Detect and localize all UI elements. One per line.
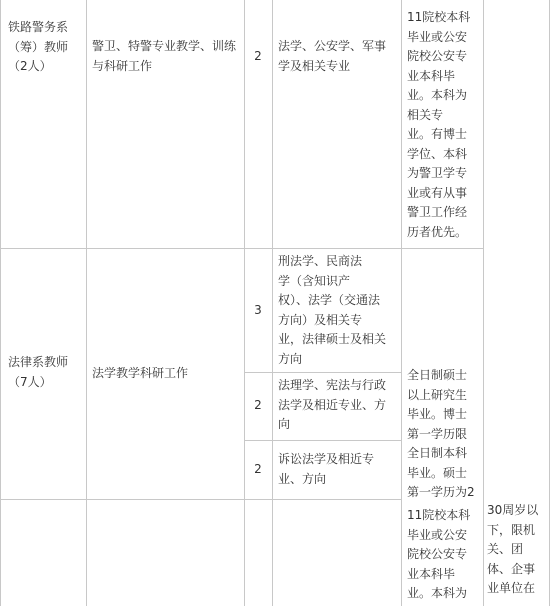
majors-cell <box>278 37 396 76</box>
position-text: 法律系教师（7人） <box>8 355 69 389</box>
age-cell <box>487 501 547 599</box>
education-line: 第一学历限 <box>407 426 468 441</box>
requirements-cell <box>407 506 481 604</box>
majors-line: 方向 <box>278 351 303 366</box>
count-text: 2 <box>254 398 262 412</box>
requirements-line: 业。本科为 <box>407 586 468 600</box>
duties-text: 警卫、特警专业教学、训练与科研工作 <box>92 39 237 73</box>
count-cell <box>246 396 270 416</box>
requirements-line: 业。有博士 <box>407 127 468 141</box>
age-line: 业单位在 <box>487 581 536 595</box>
majors-line: 方向）及相关专 <box>278 312 363 327</box>
age-line: 下，限机 <box>487 522 536 537</box>
majors-line: 法学及相近专业、方 <box>278 397 387 412</box>
majors-line: 向 <box>278 417 291 431</box>
column-divider <box>483 0 484 606</box>
count-text: 3 <box>254 303 262 317</box>
requirements-line: 11院校本科 <box>407 10 471 24</box>
requirements-line: 院校公安专 <box>407 49 468 63</box>
count-text: 2 <box>254 462 262 476</box>
duties-text: 法学教学科研工作 <box>92 366 189 380</box>
education-line: 以上研究生 <box>407 387 468 402</box>
requirements-line: 学位、本科 <box>407 146 468 161</box>
position-text: 铁路警务系（筹）教师（2人） <box>8 20 69 73</box>
count-cell <box>246 301 270 321</box>
majors-line: 刑法学、民商法 <box>278 254 363 268</box>
requirements-cell <box>407 8 481 242</box>
requirements-line: 业本科毕 <box>407 566 456 581</box>
row-divider <box>0 248 483 249</box>
table-border-left <box>0 0 1 606</box>
position-cell <box>8 18 70 77</box>
majors-line: 法理学、宪法与行政 <box>278 378 387 392</box>
majors-line: 诉讼法学及相近专 <box>278 452 375 466</box>
education-cell <box>407 366 481 503</box>
row-divider <box>0 499 401 500</box>
education-line: 第一学历为2 <box>407 485 475 499</box>
duties-cell <box>92 37 242 76</box>
education-line: 全日制本科 <box>407 446 468 460</box>
requirements-line: 业本科毕 <box>407 68 456 83</box>
majors-line: 权）、法学（交通法 <box>278 293 381 307</box>
requirements-line: 毕业或公安 <box>407 527 468 542</box>
count-cell <box>246 460 270 480</box>
row-divider <box>244 372 401 373</box>
count-text: 2 <box>254 49 262 63</box>
majors-line: 学（含知识产 <box>278 273 351 288</box>
majors-text: 法学、公安学、军事学及相关专业 <box>278 39 387 73</box>
requirements-line: 为警卫学专 <box>407 166 468 180</box>
majors-cell <box>278 252 400 369</box>
duties-cell <box>92 364 242 384</box>
requirements-line: 业。本科为 <box>407 88 468 102</box>
requirements-line: 历者优先。 <box>407 224 468 239</box>
column-divider <box>86 0 87 606</box>
majors-line: 业、方向 <box>278 471 327 486</box>
column-divider <box>272 0 273 606</box>
age-line: 关、团 <box>487 542 524 556</box>
requirements-line: 警卫工作经 <box>407 205 468 219</box>
education-line: 毕业。博士 <box>407 407 468 421</box>
age-line: 30周岁以 <box>487 503 539 517</box>
count-cell <box>246 47 270 67</box>
column-divider <box>244 0 245 606</box>
row-divider <box>244 440 401 441</box>
requirements-line: 毕业或公安 <box>407 29 468 44</box>
requirements-line: 相关专 <box>407 107 444 122</box>
requirements-line: 院校公安专 <box>407 547 468 561</box>
education-line: 毕业。硕士 <box>407 465 468 480</box>
position-cell <box>8 353 84 392</box>
column-divider <box>401 0 402 606</box>
education-line: 全日制硕士 <box>407 368 468 382</box>
requirements-line: 11院校本科 <box>407 508 471 522</box>
majors-cell <box>278 376 400 435</box>
age-line: 体、企事 <box>487 561 536 576</box>
requirements-line: 业或有从事 <box>407 185 468 200</box>
majors-line: 业，法律硕士及相关 <box>278 332 387 346</box>
majors-cell <box>278 450 400 489</box>
